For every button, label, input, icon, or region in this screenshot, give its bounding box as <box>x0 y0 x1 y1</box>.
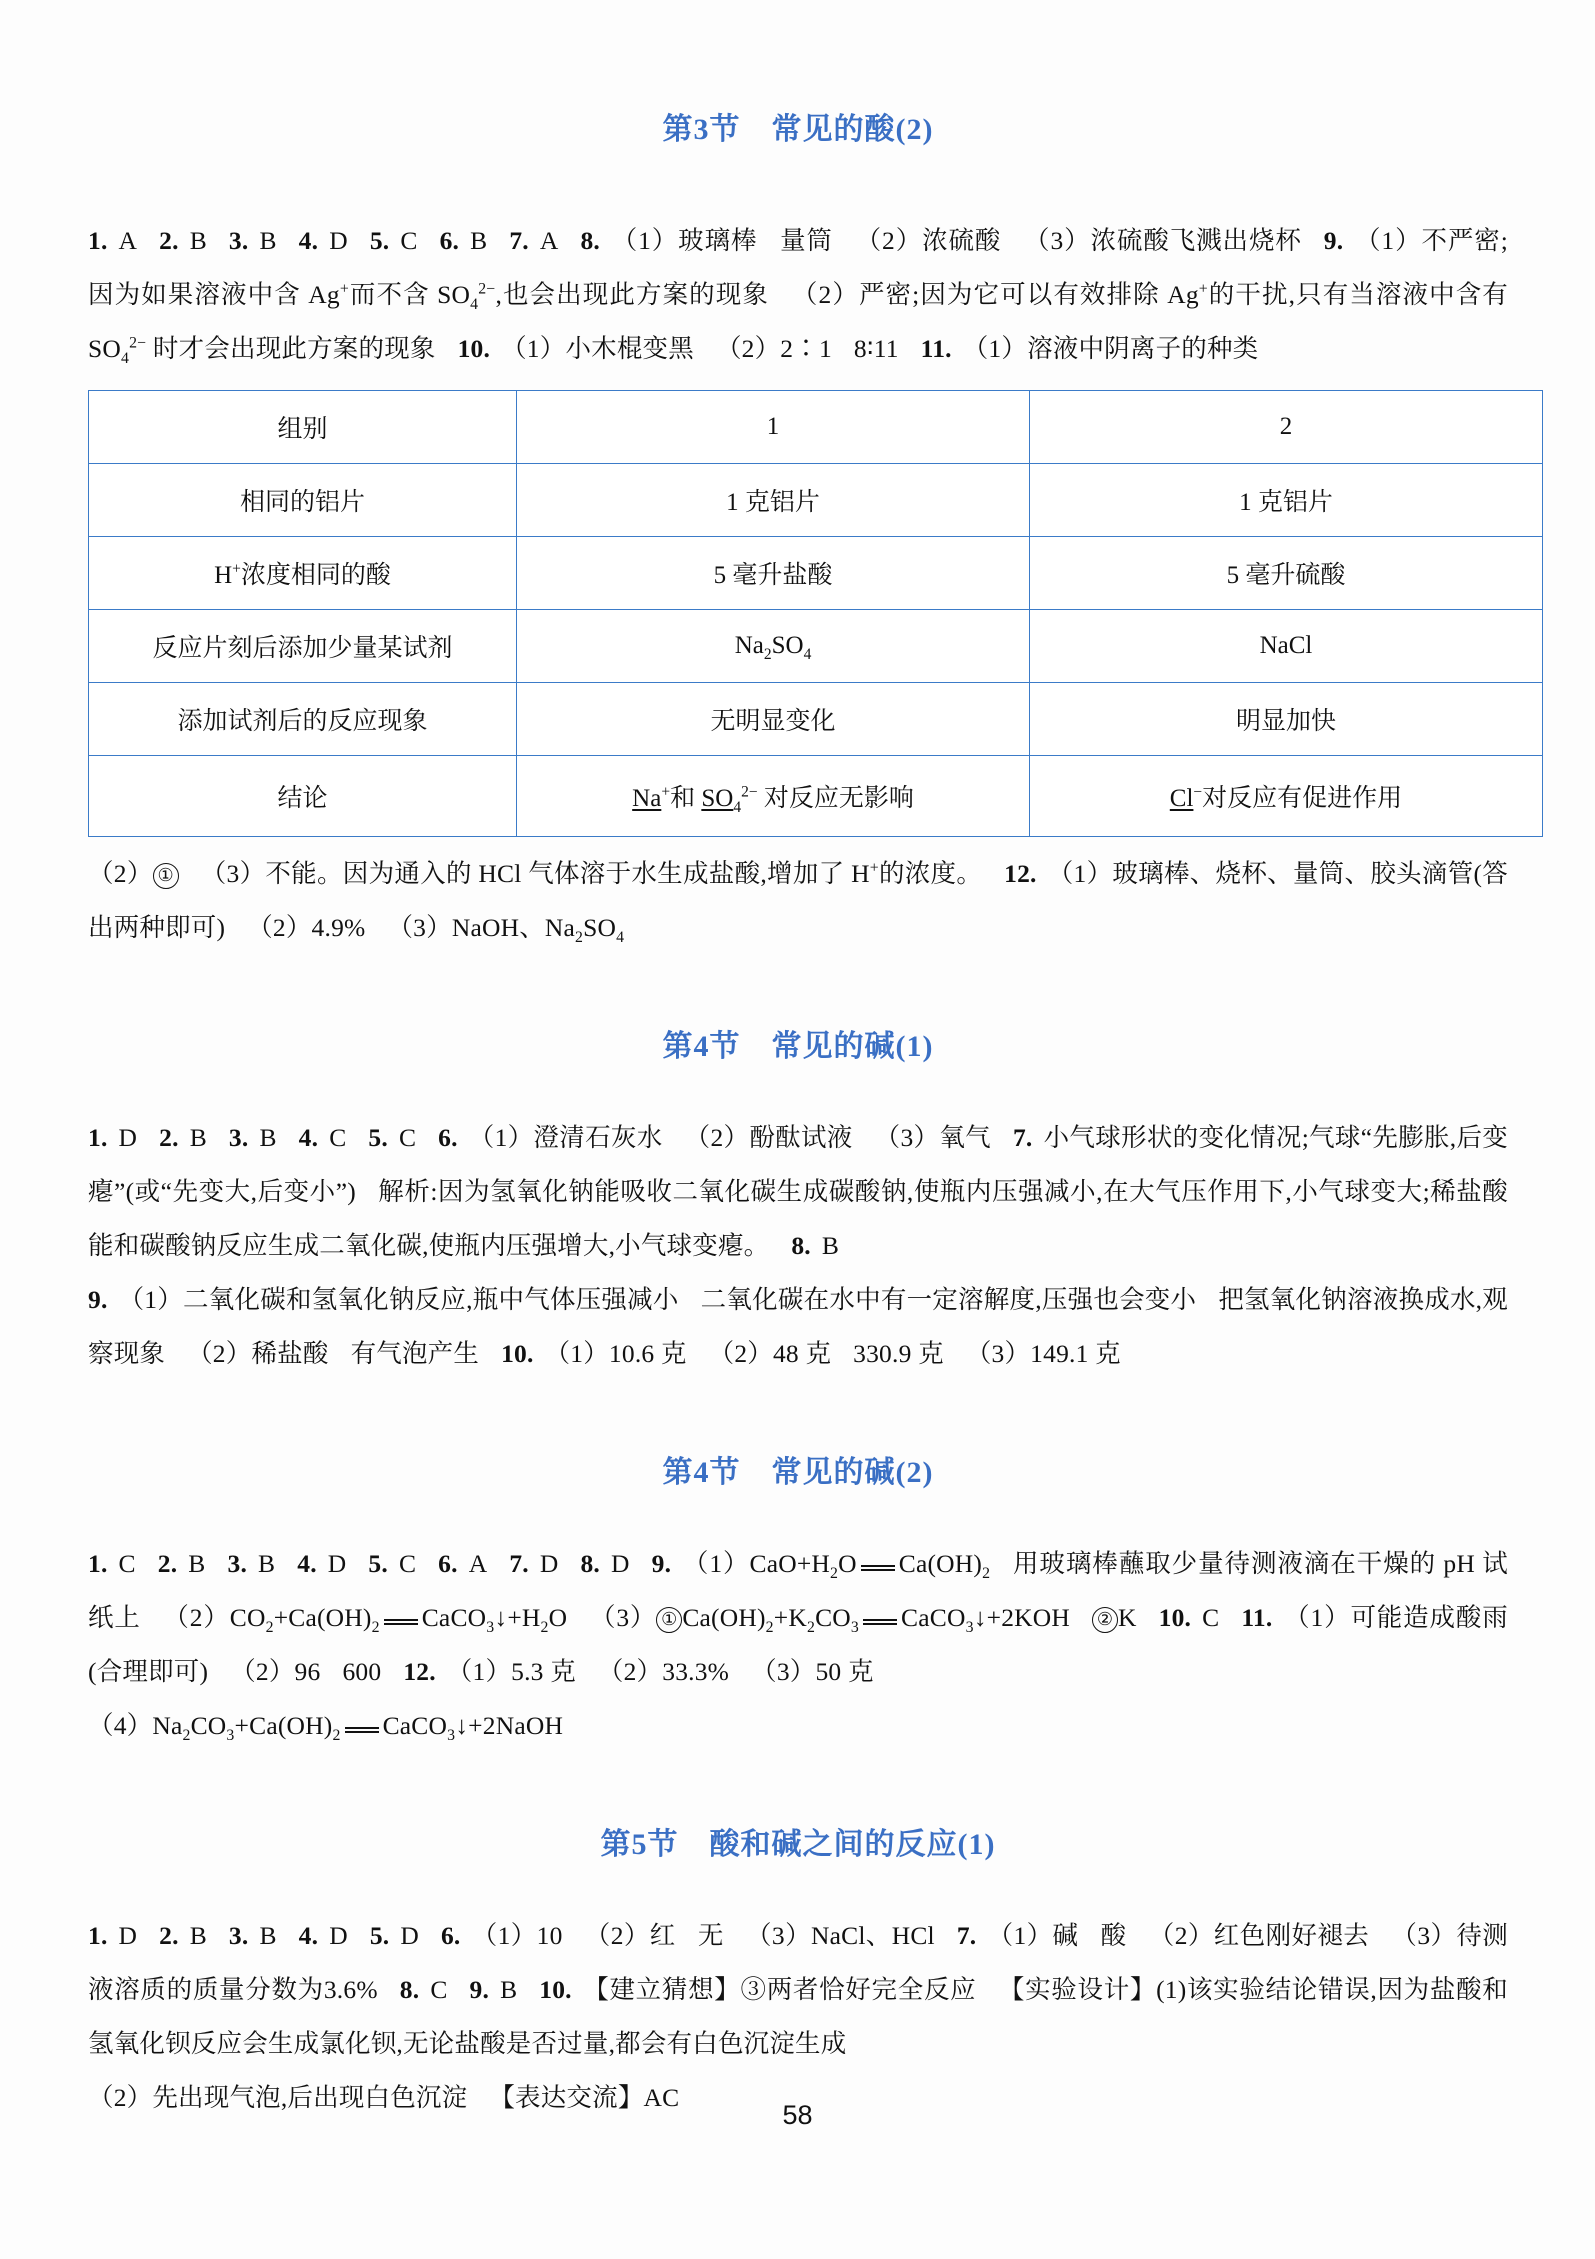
table-cell-group2: NaCl <box>1030 610 1543 683</box>
table-cell-label: 组别 <box>89 391 517 464</box>
table-row <box>89 610 1543 683</box>
section-3-2-answers-cont: （2） ① （3）不能。因为通入的 HCl 气体溶于水生成盐酸,增加了 H+的浓度。 12. （1）玻璃棒、烧杯、量筒、胶头滴管(答出两种即可) （2）4.9% （3）NaOH、$Na_2SO_4$ <box>88 859 1509 947</box>
table-cell-group1: Na+和 $SO_4^{2-}$ 对反应无影响 <box>517 756 1030 837</box>
table-cell-label: 结论 <box>89 756 517 837</box>
table-row <box>89 537 1543 610</box>
table-cell-label: H+浓度相同的酸 <box>89 537 517 610</box>
section-4-2-answers: 1. C 2. B 3. B 4. D 5. C 6. A 7. D 8. D 9. $(1)CaO+H_2O$ $Ca(OH)_2$ 用玻璃棒蘸取少量待测液滴在干燥的 pH 试纸上 $(2)CO_2+Ca(OH)_2$ $CaCO_3↓+H_2O$ （3） ① $Ca(OH)_2+K_2CO_3$ CaCO$_3$↓+2KOH ② K 10. C 11. （1）可能造成酸雨(合理即可) （2）96 600 12. （1）5.3 克 （2）33.3% （3）50 克 $(4)Na_2CO_3+Ca(OH)_2$ CaCO$_3$↓+2NaOH <box>88 1549 1508 1745</box>
section-heading-3-2-text: 第3节 常见的酸(2) <box>662 113 934 146</box>
section-heading-4-1-text: 第4节 常见的碱(1) <box>662 1030 934 1063</box>
section-heading-4-1 <box>88 1021 1508 1065</box>
table-cell-group1: 5 毫升盐酸 <box>517 537 1030 610</box>
table-cell-label: 添加试剂后的反应现象 <box>89 683 517 756</box>
section-heading-4-2-text: 第4节 常见的碱(2) <box>662 1456 934 1489</box>
table-row <box>89 391 1543 464</box>
table-row <box>89 464 1543 537</box>
table-cell-group2: 2 <box>1030 391 1543 464</box>
section-heading-4-2 <box>88 1447 1508 1491</box>
page-number: 58 <box>782 2100 813 2130</box>
experiment-table <box>88 390 1543 837</box>
section-5-1-answers: 1. D 2. B 3. B 4. D 5. D 6. （1）10 （2）红 无 （3）NaCl、HCl 7. （1）碱 酸 （2）红色刚好褪去 （3）待测液溶质的质量分数为3.6% 8. C 9. B 10. 【建立猜想】③两者恰好完全反应 【实验设计】(1)该实验结论错误,因为盐酸和氢氧化钡反应会生成氯化钡,无论盐酸是否过量,都会有白色沉淀生成 （2）先出现气泡,后出现白色沉淀 【表达交流】AC <box>88 1921 1509 2112</box>
table-cell-label: 相同的铝片 <box>89 464 517 537</box>
table-cell-label: 反应片刻后添加少量某试剂 <box>89 610 517 683</box>
table-cell-group1: $Na_2SO_4$ <box>517 610 1030 683</box>
table-cell-group1: 1 <box>517 391 1030 464</box>
section-heading-3-2 <box>88 104 1508 148</box>
table-cell-group2: 明显加快 <box>1030 683 1543 756</box>
section-3-2-answers: 1. A 2. B 3. B 4. D 5. C 6. B 7. A 8. （1）玻璃棒 量筒 （2）浓硫酸 （3）浓硫酸飞溅出烧杯 9. （1）不严密;因为如果溶液中含 Ag+而不含 $SO_4^{2-}$,也会出现此方案的现象 （2）严密;因为它可以有效排除 Ag+的干扰,只有当溶液中含有 $SO_4^{2-}$ 时才会出现此方案的现象 10. （1）小木棍变黑 （2）2∶1 8∶11 11. （1）溶液中阴离子的种类 <box>88 226 1508 368</box>
table-cell-group1: 1 克铝片 <box>517 464 1030 537</box>
table-cell-group2: Cl−对反应有促进作用 <box>1030 756 1543 837</box>
table-cell-group1: 无明显变化 <box>517 683 1030 756</box>
table-cell-group2: 1 克铝片 <box>1030 464 1543 537</box>
table-cell-group2: 5 毫升硫酸 <box>1030 537 1543 610</box>
section-heading-5-1-text: 第5节 酸和碱之间的反应(1) <box>600 1828 996 1861</box>
section-4-1-answers: 1. D 2. B 3. B 4. C 5. C 6. （1）澄清石灰水 （2）酚酞试液 （3）氧气 7. 小气球形状的变化情况;气球“先膨胀,后变瘪”(或“先变大,后变小”) 解析:因为氢氧化钠能吸收二氧化碳生成碳酸钠,使瓶内压强减小,在大气压作用下,小气球变大;稀盐酸能和碳酸钠反应生成二氧化碳,使瓶内压强增大,小气球变瘪。 8. B 9. （1）二氧化碳和氢氧化钠反应,瓶中气体压强减小 二氧化碳在水中有一定溶解度,压强也会变小 把氢氧化钠溶液换成水,观察现象 （2）稀盐酸 有气泡产生 10. （1）10.6 克 （2）48 克 330.9 克 （3）149.1 克 <box>88 1123 1508 1368</box>
section-heading-5-1 <box>88 1819 1508 1863</box>
table-row <box>89 756 1543 837</box>
table-row <box>89 683 1543 756</box>
